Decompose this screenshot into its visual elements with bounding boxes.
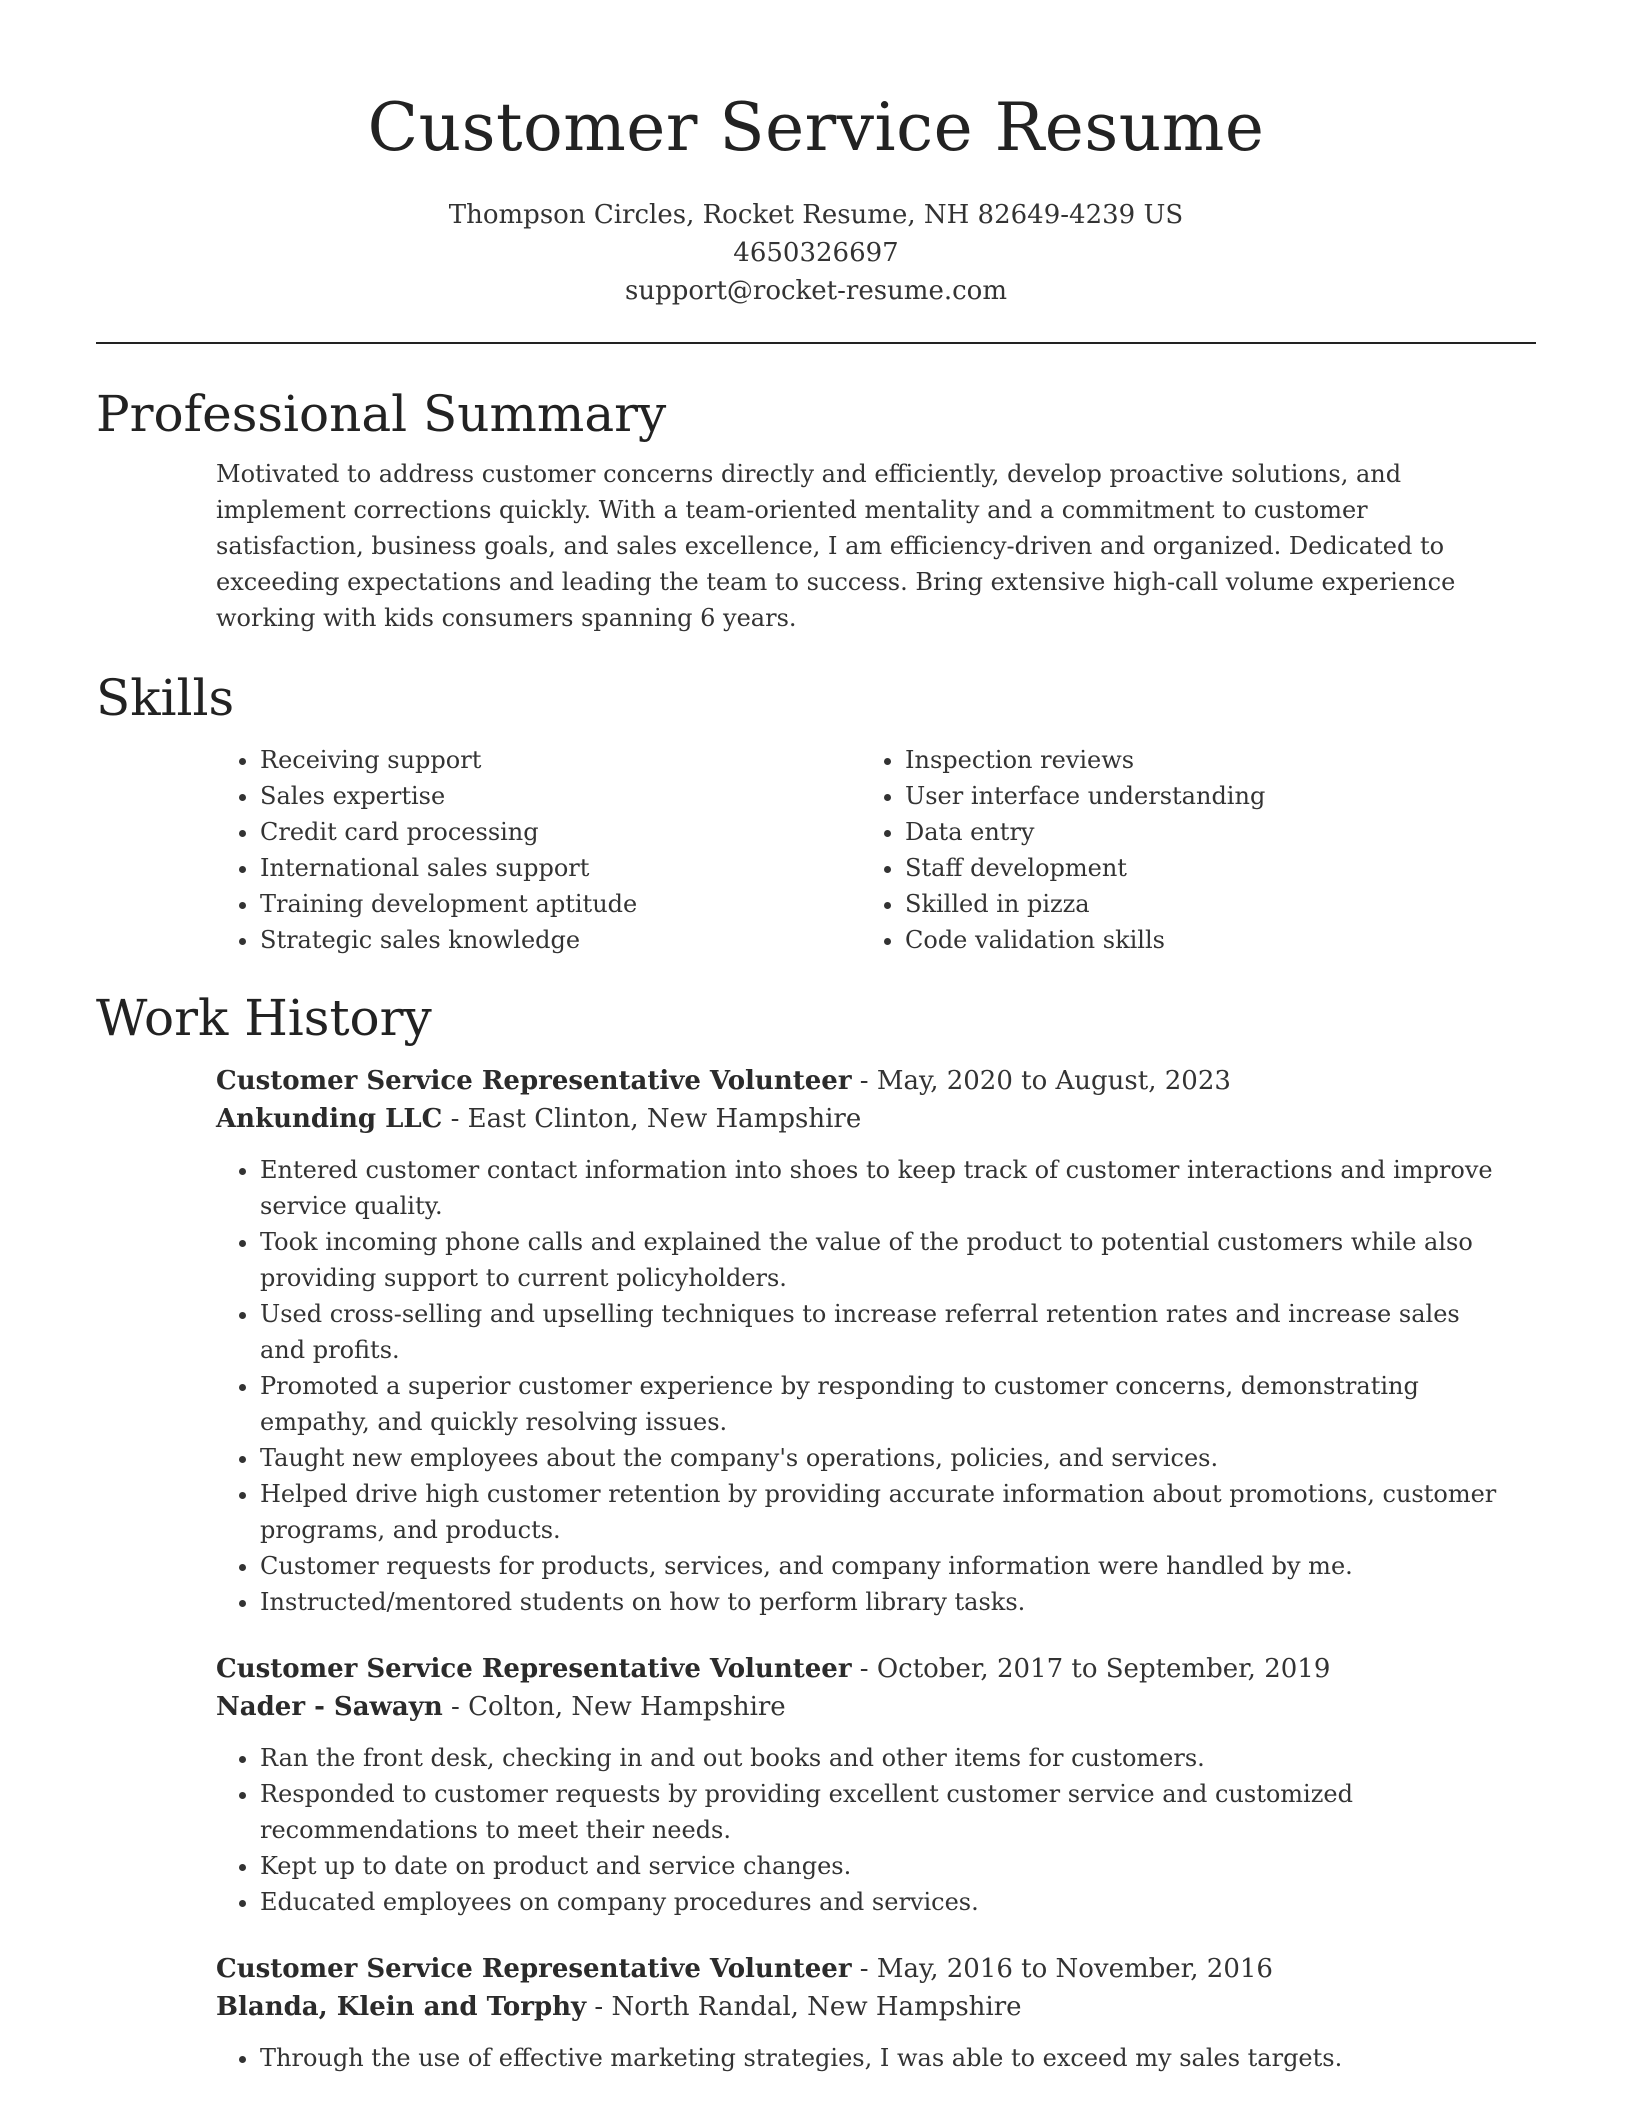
skill-item: • Inspection reviews [905,742,1506,778]
skills-columns [216,742,1506,958]
work-history-section [96,988,1536,2076]
job-entry [216,1650,1506,1920]
job-bullet: • Customer requests for products, services, and company information were handled by me. [260,1548,1506,1584]
job-bullets [216,1740,1506,1920]
job-bullet: • Through the use of effective marketing strategies, I was able to exceed my sales targets. [260,2040,1506,2076]
job-bullet: • Entered customer contact information into shoes to keep track of customer interactions and improve service quality. [260,1152,1506,1224]
job-bullet: • Took incoming phone calls and explained the value of the product to potential customers while also providing support to current policyholders. [260,1224,1506,1296]
resume-header [0,0,1632,310]
job-bullet: • Instructed/mentored students on how to perform library tasks. [260,1584,1506,1620]
job-entry [216,1950,1506,2076]
contact-phone: 4650326697 [733,238,899,268]
job-title: Customer Service Representative Volunteer [216,1654,852,1684]
contact-address: Thompson Circles, Rocket Resume, NH 82649-4239 US [448,200,1184,230]
job-location: - North Randal, New Hampshire [586,1992,1022,2022]
job-title-line [216,1650,1506,1688]
skill-item: • Receiving support [260,742,861,778]
job-entry [216,1062,1506,1620]
contact-info [0,196,1632,310]
job-title-line [216,1062,1506,1100]
job-dates: - May, 2020 to August, 2023 [851,1066,1231,1096]
skills-heading: Skills [96,669,235,727]
job-dates: - May, 2016 to November, 2016 [851,1954,1273,1984]
summary-text: Motivated to address customer concerns directly and efficiently, develop proactive solutions, and implement corrections quickly. With a team-oriented mentality and a commitment to customer satisfaction, business goals, and sales excellence, I am efficiency-driven and organized. Dedicated to exceeding expectations and leading the team to success. Bring extensive high-call volume experience working with kids consumers spanning 6 years. [216,460,1456,632]
skills-list-right [861,742,1506,958]
job-bullet: • Helped drive high customer retention by providing accurate information about promotions, customer programs, and products. [260,1476,1506,1548]
resume-title: Customer Service Resume [367,89,1265,166]
skills-column-left [216,742,861,958]
job-location: - East Clinton, New Hampshire [442,1104,862,1134]
job-company: Nader - Sawayn [216,1692,443,1722]
skill-item: • Sales expertise [260,778,861,814]
skill-item: • Strategic sales knowledge [260,922,861,958]
skill-item: • Credit card processing [260,814,861,850]
job-title: Customer Service Representative Volunteer [216,1954,852,1984]
skills-column-right [861,742,1506,958]
job-bullet: • Promoted a superior customer experience by responding to customer concerns, demonstrating empathy, and quickly resolving issues. [260,1368,1506,1440]
summary-section [96,384,1536,636]
contact-email: support@rocket-resume.com [624,276,1007,306]
header-divider [96,342,1536,344]
job-bullet: • Educated employees on company procedures and services. [260,1884,1506,1920]
job-bullets [216,2040,1506,2076]
work-history-heading: Work History [96,989,432,1047]
skill-item: • Skilled in pizza [905,886,1506,922]
summary-heading: Professional Summary [96,385,667,443]
job-bullet: • Used cross-selling and upselling techniques to increase referral retention rates and increase sales and profits. [260,1296,1506,1368]
skill-item: • Staff development [905,850,1506,886]
skill-item: • International sales support [260,850,861,886]
job-company-line [216,1100,1506,1138]
job-bullet: • Kept up to date on product and service changes. [260,1848,1506,1884]
skill-item: • User interface understanding [905,778,1506,814]
job-company: Ankunding LLC [216,1104,443,1134]
job-title-line [216,1950,1506,1988]
job-title: Customer Service Representative Volunteer [216,1066,852,1096]
skill-item: • Data entry [905,814,1506,850]
skills-list-left [216,742,861,958]
job-location: - Colton, New Hampshire [442,1692,786,1722]
job-bullets [216,1152,1506,1620]
job-company: Blanda, Klein and Torphy [216,1992,587,2022]
skill-item: • Code validation skills [905,922,1506,958]
skills-section [96,668,1536,958]
job-company-line [216,1988,1506,2026]
job-company-line [216,1688,1506,1726]
job-dates: - October, 2017 to September, 2019 [851,1654,1331,1684]
job-bullet: • Taught new employees about the company's operations, policies, and services. [260,1440,1506,1476]
job-bullet: • Ran the front desk, checking in and out books and other items for customers. [260,1740,1506,1776]
skill-item: • Training development aptitude [260,886,861,922]
job-bullet: • Responded to customer requests by providing excellent customer service and customized recommendations to meet their needs. [260,1776,1506,1848]
